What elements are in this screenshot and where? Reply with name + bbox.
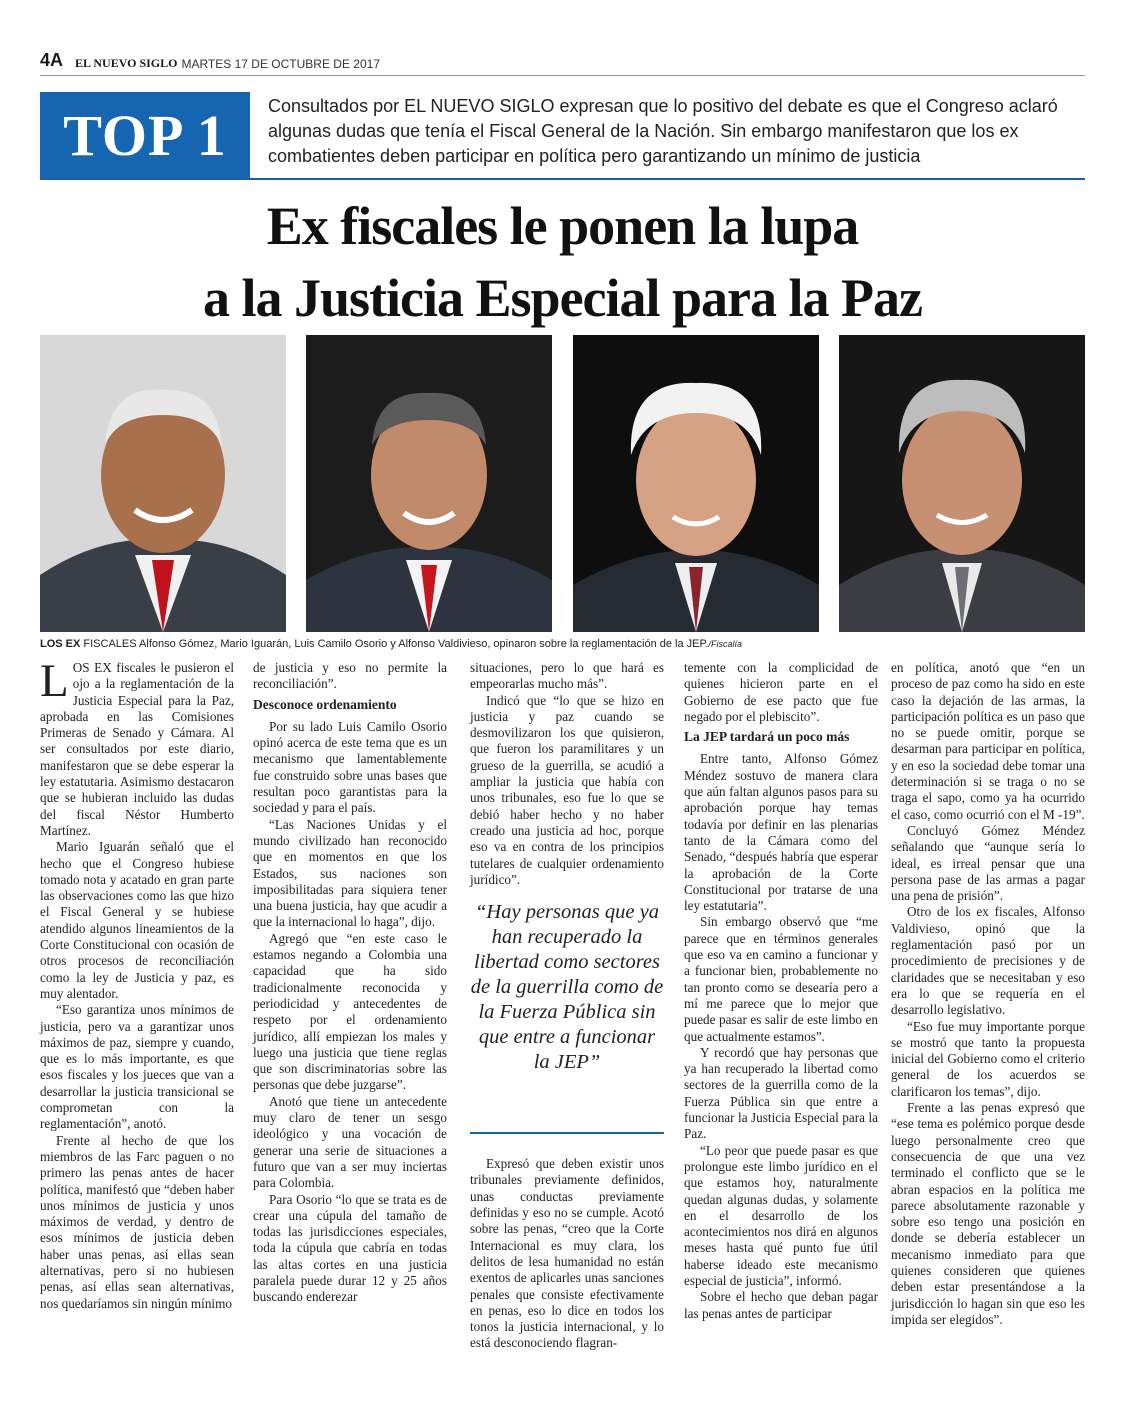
paragraph: “Las Naciones Unidas y el mundo civilizado han reconocido que en momentos en que los Estados, sus naciones son imposibilitadas para siquiera tener una buena justicia, hay que acudir a que la internacional lo haga”, dijo.	[253, 816, 447, 930]
paragraph: Sin embargo observó que “me parece que en términos generales que eso va en camino a funcionar y a funcionar bien, probablemente no tan pronto como se desearía pero a mí me parece que lo mejor que puede pasar es salir de este limbo en que actualmente estamos”.	[684, 914, 878, 1044]
paragraph: Entre tanto, Alfonso Gómez Méndez sostuvo de manera clara que aún faltan algunos pasos para su aprobación porque hay temas todavía por definir en las plenarias tanto de la Cámara como del Senado, “después habría que esperar la aprobación de la Corte Constitucional por tratarse de una ley estatutaria”.	[684, 751, 878, 914]
deck-text: Consultados por EL NUEVO SIGLO expresan que lo positivo del debate es que el Congreso aclaró algunas dudas que tenía el Fiscal General de la Nación. Sin embargo manifestaron que los ex combatientes deben participar en política pero garantizando un mínimo de justicia	[268, 96, 1058, 166]
headline-line-1: Ex fiscales le ponen la lupa	[266, 196, 859, 256]
paragraph: “Eso fue muy importante porque se mostró que tanto la propuesta inicial del Gobierno como el criterio general de los acuerdos se clarificaron los temas”, dijo.	[891, 1018, 1085, 1099]
headline	[40, 190, 1085, 334]
paragraph: Y recordó que hay personas que ya han recuperado la libertad como sectores de la guerrilla como de la Fuerza Pública sin que entre a funcionar la Justicia Especial para la Paz.	[684, 1044, 878, 1142]
headline-line-2: a la Justicia Especial para la Paz	[203, 268, 922, 328]
subheading-jep: La JEP tardará un poco más	[684, 729, 850, 745]
column-4	[684, 660, 878, 1322]
paragraph: de justicia y eso no permite la reconciliación”.	[253, 660, 447, 692]
lead-in: OS EX	[72, 660, 112, 675]
paragraph: Mario Iguarán señaló que el hecho que el Congreso hubiese tomado nota y acatado en gran parte las observaciones como las que hizo el Fiscal General y se hubiese atendido algunos lineamientos de la Corte Constitucional con ocasión de otros procesos de reconciliación como la ley de Justicia y paz, es muy alentador.	[40, 839, 234, 1001]
top-label-box	[40, 92, 250, 178]
paragraph: Otro de los ex fiscales, Alfonso Valdivieso, opinó que la reglamentación pasó por un procedimiento de precisiones y de claridades que se necesitaban y eso era lo que se requería en el desarrollo legislativo.	[891, 904, 1085, 1018]
column-1	[40, 655, 235, 1312]
photo-portrait-4	[839, 335, 1085, 632]
pull-quote: “Hay personas que ya han recuperado la libertad como sectores de la guerrilla como de la Fuerza Pública sin que entre a funcionar la JEP”	[470, 900, 664, 1134]
page-folio	[40, 52, 1085, 76]
paragraph: Agregó que “en este caso le estamos negando a Colombia una capacidad que ha sido tradicionalmente reconocida y periodicidad y antecedentes de respeto por el ordenamiento jurídico, allí empiezan los males y luego una justicia que tiene reglas que son discriminatorias sobre las personas que debe juzgarse”.	[253, 930, 447, 1093]
paragraph	[40, 655, 235, 839]
top-banner	[40, 92, 1085, 180]
article-body	[40, 655, 1085, 1390]
paragraph: en política, anotó que “en un proceso de paz como ha sido en este caso la dejación de las armas, la participación política es un paso que no se puede omitir, porque se desarman para participar en política, y en eso la sociedad debe tomar una determinación si se traga o no se traga el sapo, como ya ha ocurrido el caso, como ocurrió con el M -19”.	[891, 660, 1085, 822]
page-number: 4A	[40, 50, 64, 70]
caption-lead: LOS EX	[40, 638, 81, 650]
top-label: TOP 1	[63, 102, 227, 168]
paragraph: situaciones, pero lo que hará es empeorarlas mucho más”.	[470, 660, 664, 692]
photo-caption	[40, 638, 1085, 650]
paragraph: Expresó que deben existir unos tribunales previamente definidos, unas conductas previamente definidas y eso no se cumple. Acotó sobre las penas, “creo que la Corte Internacional es muy clara, los delitos de lesa humanidad no están exentos de aplicarles unas sanciones penales que consiste efectivamente en penas, eso lo dice en todos los tonos la justicia internacional, y lo está desconociendo flagran-	[470, 1156, 664, 1351]
newspaper-name: EL NUEVO SIGLO	[75, 56, 178, 70]
issue-date: MARTES 17 DE OCTUBRE DE 2017	[181, 57, 380, 71]
photo-portrait-1	[40, 335, 286, 632]
subheading-desconoce: Desconoce ordenamiento	[253, 696, 397, 712]
column-2	[253, 660, 447, 1306]
paragraph: Anotó que tiene un antecedente muy claro de tener un sesgo ideológico y una vocación de generar una serie de situaciones a futuro que van a ser muy inciertas para Colombia.	[253, 1093, 447, 1191]
caption-text: FISCALES Alfonso Gómez, Mario Iguarán, Luis Camilo Osorio y Alfonso Valdivieso, opinaron sobre la reglamentación de la JEP.	[80, 638, 709, 650]
caption-credit: /Fiscalía	[708, 639, 742, 649]
paragraph: Concluyó Gómez Méndez señalando que “aunque sería lo ideal, es irreal pensar que una persona pase de las armas a pagar una pena de prisión”.	[891, 822, 1085, 904]
paragraph: Sobre el hecho que deban pagar las penas antes de participar	[684, 1289, 878, 1321]
paragraph: Indicó que “lo que se hizo en justicia y paz cuando se desmovilizaron los que quisieron, que fueron los paramilitares y un grueso de la guerrilla, se acudió a ampliar la justicia que había con unos tribunales, eso fue lo que se debió haber hecho y no haber creado una justicia ad hoc, porque eso va en contra de los principios tutelares de cualquier ordenamiento jurídico”.	[470, 692, 664, 887]
paragraph: Frente al hecho de que los miembros de las Farc paguen o no primero las penas antes de hacer política, manifestó que “deben haber unos mínimos de justicia y unos máximos de verdad, y dentro de esos mínimos de justicia deben haber unas penas, así ellas sean alternativas, pero si no hubiesen penas, así ellas sean alternativas, nos quedaríamos sin ningún mínimo	[40, 1132, 234, 1311]
paragraph-text: fiscales le pusieron el ojo a la reglamentación de la Justicia Especial para la Paz, aprobada en las Comisiones Primeras de Senado y Cámara. Al ser consultados por este diario, manifestaron que se debe esperar la ley estatutaria. Asimismo destacaron que se hubieran incluido las dudas del fiscal Néstor Humberto Martínez.	[40, 660, 235, 838]
photo-strip	[40, 335, 1085, 632]
paragraph: Por su lado Luis Camilo Osorio opinó acerca de este tema que es un mecanismo que lamentablemente fue construido sobre unas bases que resultan poco garantistas para la sociedad y para el país.	[253, 718, 447, 816]
drop-cap: L	[40, 655, 69, 707]
paragraph: “Eso garantiza unos mínimos de justicia, pero va a garantizar unos máximos de paz, siempre y cuando, que es lo más importante, es que esos fiscales y los jueces que van a desarrollar la justicia transicional se comprometan con la reglamentación”, anotó.	[40, 1002, 234, 1132]
photo-portrait-3	[573, 335, 819, 632]
column-5	[891, 660, 1085, 1328]
paragraph: Para Osorio “lo que se trata es de crear una cúpula del tamaño de todas las jurisdicciones especiales, toda la cúpula que cabría en todas las altas cortes en una justicia paralela puede durar 12 y 25 años buscando enderezar	[253, 1191, 447, 1305]
photo-portrait-2	[306, 335, 552, 632]
paragraph: Frente a las penas expresó que “ese tema es polémico porque desde luego personalmente creo que consecuencia de que una vez terminado el conflicto que se le abran espacios en la política me parece absolutamente razonable y sobre eso tengo una posición en donde se debería establecer un mecanismo inmediato para que quienes consideren que quienes deben estar presentándose a la jurisdicción lo hagan sin que eso les impida ser elegidos”.	[891, 1100, 1085, 1327]
paragraph: “Lo peor que puede pasar es que prolongue este limbo jurídico en el que estamos hoy, naturalmente quedan algunas dudas, y solamente en el desarrollo de los acontecimientos nos dirá en algunos meses hasta qué punto fue útil haberse ideado este mecanismo especial de justicia”, informó.	[684, 1142, 878, 1288]
paragraph: temente con la complicidad de quienes hicieron parte en el Gobierno de ese pacto que fue negado por el plebiscito”.	[684, 660, 878, 724]
